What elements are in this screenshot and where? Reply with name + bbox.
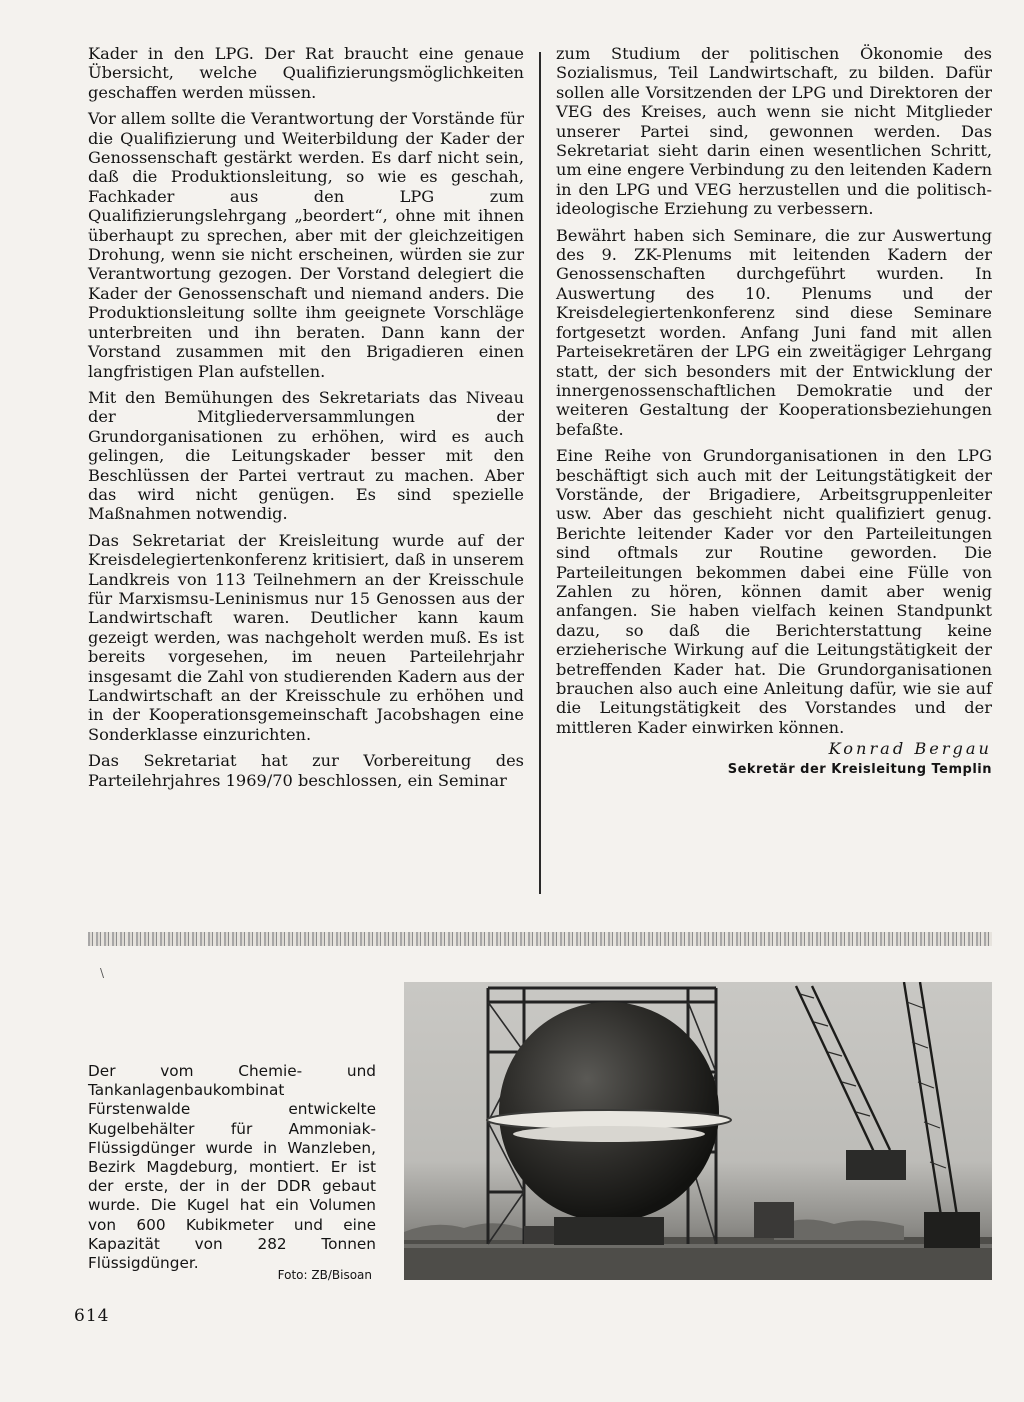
author-role: Sekretär der Kreisleitung Templin bbox=[727, 761, 992, 777]
author-name: Konrad Bergau bbox=[828, 739, 992, 759]
photo-illustration bbox=[404, 982, 992, 1280]
scan-mark: \ bbox=[100, 966, 105, 980]
paragraph: Kader in den LPG. Der Rat braucht eine genaue Übersicht, welche Qualifizierungsmöglichkeiten geschaffen werden müssen. bbox=[88, 44, 524, 102]
paragraph: Mit den Bemühungen des Sekretariats das Niveau der Mitgliederversammlungen der Grundorganisationen zu erhöhen, wird es auch gelingen, die Leitungskader besser mit den Beschlüssen der Partei vertraut zu machen. Aber das wird nicht genügen. Es sind spezielle Maßnahmen notwendig. bbox=[88, 387, 524, 524]
paragraph: Das Sekretariat der Kreisleitung wurde auf der Kreisdelegiertenkonferenz kritisiert, daß in unserem Landkreis von 113 Teilnehmern an der Kreisschule für Marxismsu-Leninismus nur 15 Genossen aus der Landwirtschaft waren. Deutlicher kann kaum gezeigt werden, was nachgeholt werden muß. Es ist bereits vorgesehen, im neuen Parteilehrjahr insgesamt die Zahl von studierenden Kadern aus der Landwirtschaft an der Kreisschule zu erhöhen und in der Kooperationsgemeinschaft Jacobshagen eine Sonderklasse einzurichten. bbox=[88, 530, 524, 744]
section-divider bbox=[88, 932, 992, 946]
paragraph: Eine Reihe von Grundorganisationen in den LPG beschäftigt sich auch mit der Leitungstätigkeit der Vorstände, der Brigadiere, Arbeitsgruppenleiter usw. Aber das geschieht nicht qualifiziert genug. Berichte leitender Kader vor den Parteileitungen sind oftmals zur Routine geworden. Die Parteileitungen bekommen dabei eine Fülle von Zahlen zu hören, können damit aber wenig anfangen. Sie haben vielfach keinen Standpunkt dazu, so daß die Berichterstattung keine erzieherische Wirkung auf die Leitungstätigkeit der betreffenden Kader hat. Die Grundorganisationen brauchen also auch eine Anleitung dafür, wie sie auf die Leitungstätigkeit des Vorstandes und der mittleren Kader einwirken können. bbox=[556, 446, 992, 737]
photo-spherical-tank bbox=[404, 982, 992, 1280]
paragraph: Das Sekretariat hat zur Vorbereitung des Parteilehrjahres 1969/70 beschlossen, ein Seminar bbox=[88, 751, 524, 790]
page-number: 614 bbox=[74, 1306, 110, 1326]
photo-caption: Der vom Chemie- und Tankanlagenbaukombinat Fürstenwalde entwickelte Kugelbehälter für Ammoniak-Flüssigdünger wurde in Wanzleben, Bezirk Magdeburg, montiert. Er ist der erste, der in der DDR gebaut wurde. Die Kugel hat ein Volumen von 600 Kubikmeter und eine Kapazität von 282 Tonnen Flüssigdünger. bbox=[88, 1062, 376, 1273]
right-text-column bbox=[556, 44, 992, 779]
left-text-column bbox=[88, 44, 524, 797]
paragraph: Bewährt haben sich Seminare, die zur Auswertung des 9. ZK-Plenums mit leitenden Kadern der Genossenschaften durchgeführt wurden. In Auswertung des 10. Plenums und der Kreisdelegiertenkonferenz sind diese Seminare fortgesetzt worden. Anfang Juni fand mit allen Parteisekretären der LPG ein zweitägiger Lehrgang statt, der sich besonders mit der Entwicklung der innergenossenschaftlichen Demokratie und der weiteren Gestaltung der Kooperationsbeziehungen befaßte. bbox=[556, 225, 992, 439]
photo-credit: Foto: ZB/Bisoan bbox=[277, 1268, 372, 1282]
paragraph: zum Studium der politischen Ökonomie des Sozialismus, Teil Landwirtschaft, zu bilden. Dafür sollen alle Vorsitzenden der LPG und Direktoren der VEG des Kreises, auch wenn sie nicht Mitglieder unserer Partei sind, gewonnen werden. Das Sekretariat sieht darin einen wesentlichen Schritt, um eine engere Verbindung zu den leitenden Kadern in den LPG und VEG herzustellen und die politisch-ideologische Erziehung zu verbessern. bbox=[556, 44, 992, 219]
column-divider bbox=[539, 52, 541, 894]
paragraph: Vor allem sollte die Verantwortung der Vorstände für die Qualifizierung und Weiterbildung der Kader der Genossenschaft gestärkt werden. Es darf nicht sein, daß die Produktionsleitung, so wie es geschah, Fachkader aus den LPG zum Qualifizierungslehrgang „beordert“, ohne mit ihnen überhaupt zu sprechen, aber mit der gleichzeitigen Drohung, wenn sie nicht erscheinen, würden sie zur Verantwortung gezogen. Der Vorstand delegiert die Kader der Genossenschaft und niemand anders. Die Produktionsleitung sollte ihm geeignete Vorschläge unterbreiten und ihn beraten. Dann kann der Vorstand zusammen mit den Brigadieren einen langfristigen Plan aufstellen. bbox=[88, 109, 524, 381]
